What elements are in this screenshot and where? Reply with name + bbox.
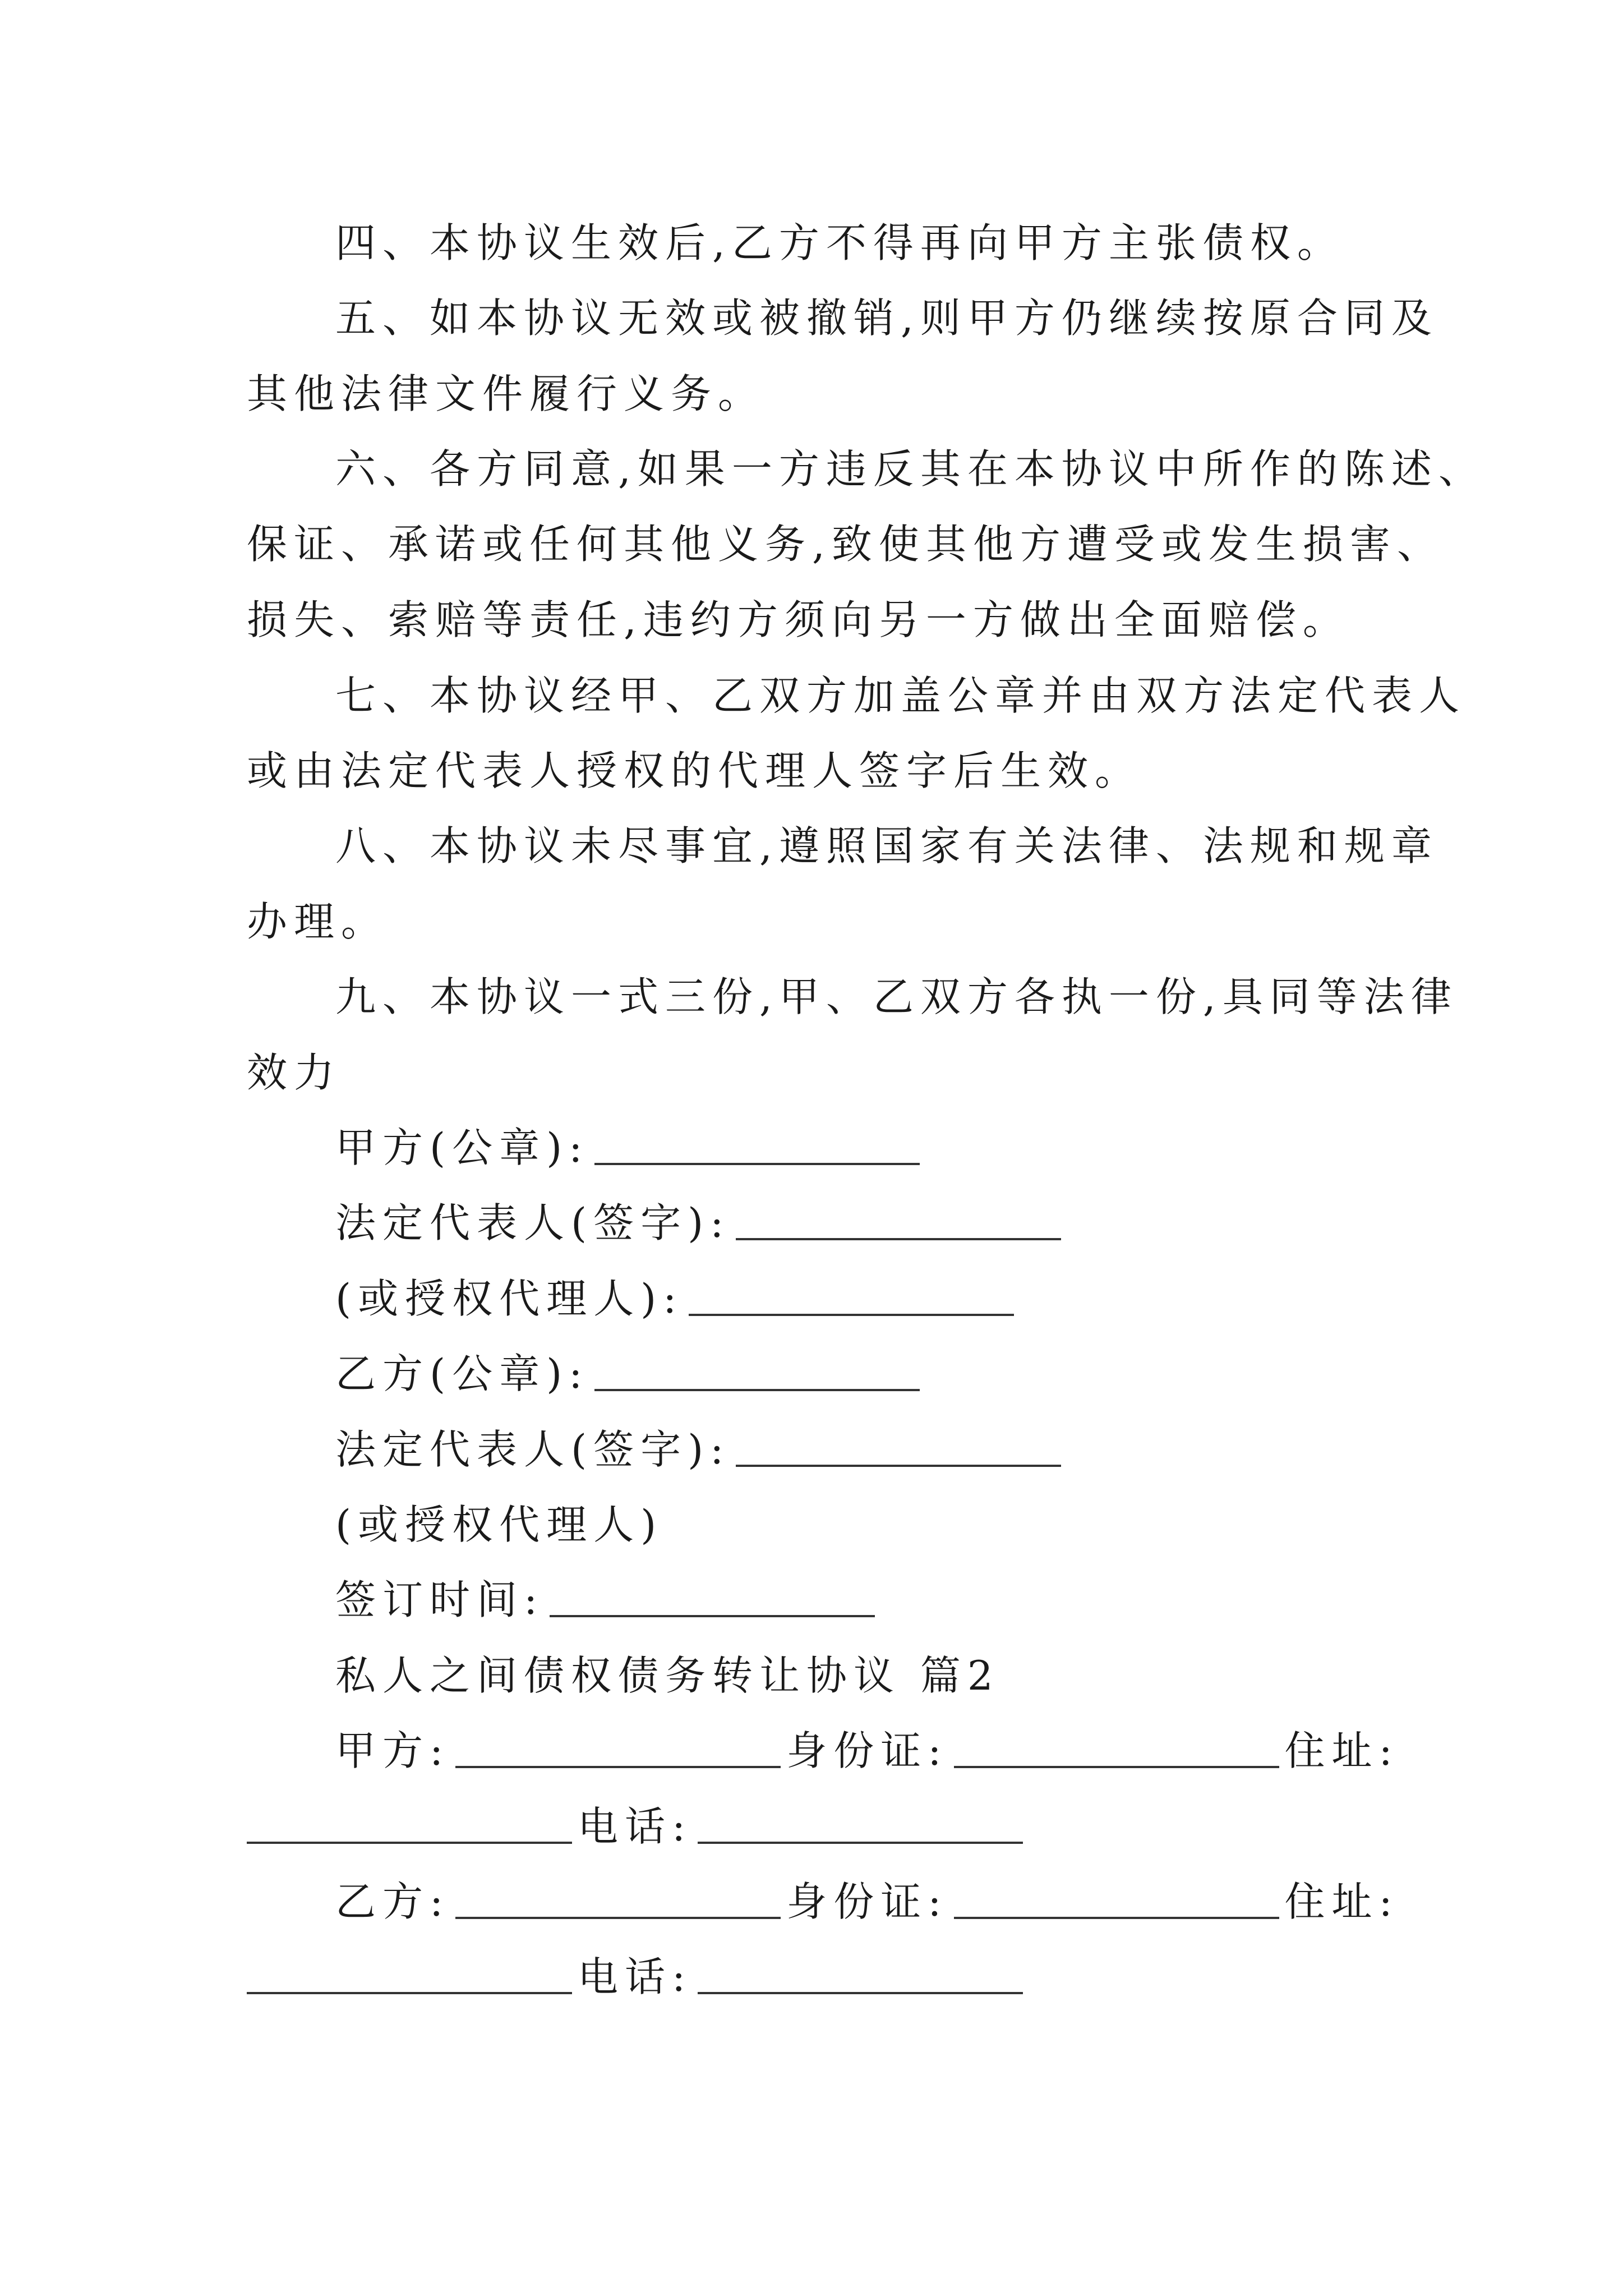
section-2-party-b-row-2 — [247, 1949, 1029, 2005]
section-2-party-b-name-blank[interactable] — [455, 1917, 781, 1919]
section-2-party-a-row — [335, 1723, 1399, 1779]
clause-4: 四、本协议生效后,乙方不得再向甲方主张债权。 — [335, 219, 1344, 266]
clause-9-line-2: 效力 — [247, 1049, 342, 1096]
section-2-party-a-row-2 — [247, 1798, 1029, 1855]
section-2-party-b-label: 乙方: — [335, 1878, 450, 1925]
clause-6-line-1: 六、各方同意,如果一方违反其在本协议中所作的陈述、 — [335, 445, 1486, 493]
party-a-rep-blank[interactable] — [736, 1238, 1061, 1240]
party-b-agent-row — [335, 1497, 663, 1553]
clause-5-line-1: 五、如本协议无效或被撤销,则甲方仍继续按原合同及 — [335, 295, 1438, 342]
sign-date-label: 签订时间: — [335, 1576, 545, 1623]
section-2-party-a-address-label: 住址: — [1284, 1727, 1399, 1774]
clause-8-line-2: 办理。 — [247, 898, 389, 945]
section-2-party-b-phone-label: 电话: — [578, 1953, 693, 2000]
section-2-party-b-phone-blank[interactable] — [698, 1992, 1023, 1994]
clause-8-line-1: 八、本协议未尽事宜,遵照国家有关法律、法规和规章 — [335, 822, 1438, 869]
party-b-seal-row — [335, 1346, 925, 1402]
clause-7-line-1: 七、本协议经甲、乙双方加盖公章并由双方法定代表人 — [335, 672, 1467, 719]
party-a-seal-row — [335, 1120, 925, 1176]
party-a-agent-label: (或授权代理人): — [335, 1275, 684, 1322]
sign-date-blank[interactable] — [550, 1615, 875, 1617]
section-2-party-b-row — [335, 1874, 1399, 1930]
party-a-rep-label: 法定代表人(签字): — [335, 1199, 731, 1246]
party-b-agent-label: (或授权代理人) — [335, 1501, 663, 1548]
party-b-seal-blank[interactable] — [594, 1389, 920, 1391]
sign-date-row — [335, 1572, 880, 1628]
section-2-party-a-id-blank[interactable] — [954, 1766, 1279, 1768]
clause-6-line-2: 保证、承诺或任何其他义务,致使其他方遭受或发生损害、 — [247, 521, 1444, 568]
section-2-party-b-address-label: 住址: — [1284, 1878, 1399, 1925]
section-2-party-a-phone-blank[interactable] — [698, 1842, 1023, 1844]
section-2-party-a-name-blank[interactable] — [455, 1766, 781, 1768]
party-a-seal-blank[interactable] — [594, 1163, 920, 1165]
party-a-agent-row — [335, 1271, 1020, 1327]
section-2-party-b-id-label: 身份证: — [786, 1878, 948, 1925]
clause-6-line-3: 损失、索赔等责任,违约方须向另一方做出全面赔偿。 — [247, 596, 1350, 643]
party-a-seal-label: 甲方(公章): — [335, 1124, 589, 1171]
party-b-rep-label: 法定代表人(签字): — [335, 1426, 731, 1473]
section-2-party-a-id-label: 身份证: — [786, 1727, 948, 1774]
section-2-party-b-id-blank[interactable] — [954, 1917, 1279, 1919]
party-a-agent-blank[interactable] — [689, 1314, 1014, 1316]
section-2-party-a-label: 甲方: — [335, 1727, 450, 1774]
party-b-rep-blank[interactable] — [736, 1465, 1061, 1467]
party-b-rep-row — [335, 1421, 1067, 1478]
party-b-seal-label: 乙方(公章): — [335, 1350, 589, 1397]
section-2-title: 私人之间债权债务转让协议 篇2 — [335, 1652, 1000, 1699]
section-2-party-b-address-blank[interactable] — [247, 1992, 572, 1994]
section-2-party-a-phone-label: 电话: — [578, 1803, 693, 1850]
clause-7-line-2: 或由法定代表人授权的代理人签字后生效。 — [247, 747, 1142, 794]
clause-5-line-2: 其他法律文件履行义务。 — [247, 370, 766, 417]
clause-9-line-1: 九、本协议一式三份,甲、乙双方各执一份,具同等法律 — [335, 973, 1458, 1020]
section-2-party-a-address-blank[interactable] — [247, 1842, 572, 1844]
party-a-rep-row — [335, 1195, 1067, 1251]
